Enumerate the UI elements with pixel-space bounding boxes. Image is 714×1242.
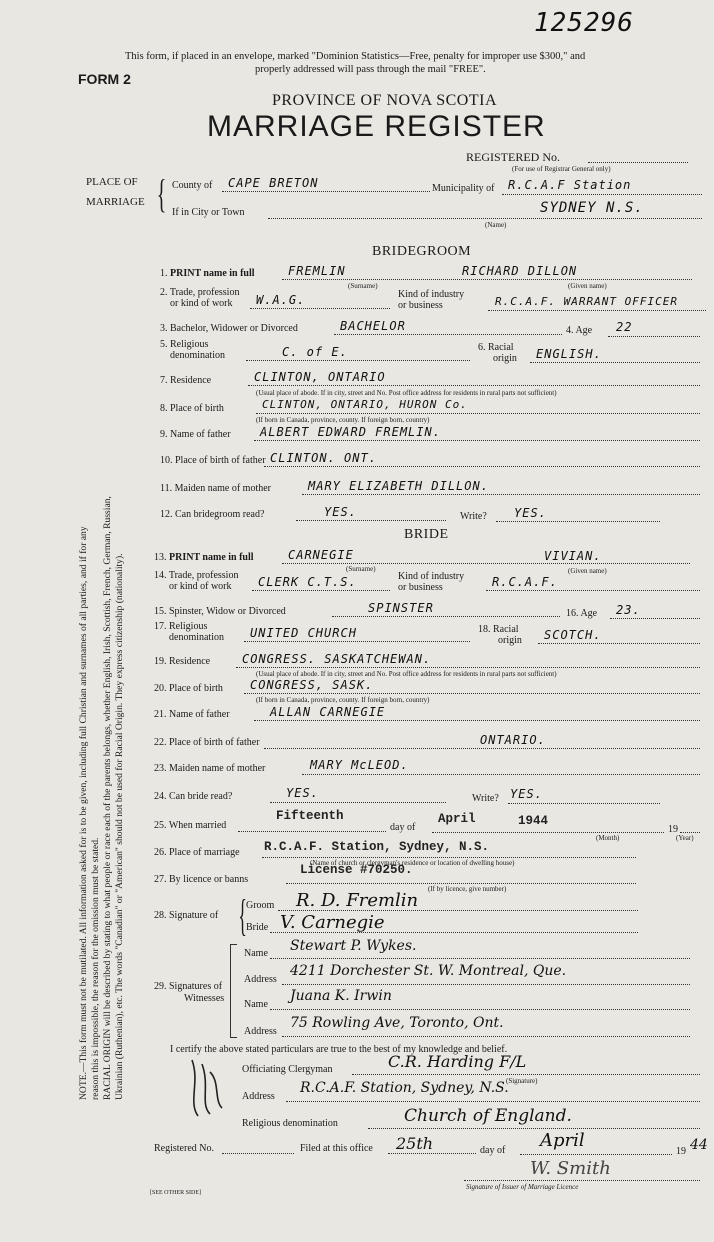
groom-write-label: Write? (460, 511, 487, 522)
filed-year: 44 (690, 1137, 708, 1153)
groom-status: BACHELOR (340, 319, 406, 333)
where-label: 26. Place of marriage (154, 847, 240, 858)
bride-age-label: 16. Age (566, 608, 598, 619)
marriage-day: Fifteenth (276, 809, 344, 823)
marriage-month: April (438, 812, 476, 826)
filed-month: April (540, 1130, 585, 1151)
issuer-signature: W. Smith (530, 1158, 611, 1179)
groom-name-label: 1. PRINT name in full (160, 268, 255, 279)
city-name-note: (Name) (485, 221, 507, 229)
side-note: NOTE.—This form must not be mutilated. All information asked for is to be given, including full Christian and surnames of all parties, and if for any reason this is impossible, the reason for the omission must be stated. RACIAL ORIGIN will be described by stating to what people or race each of the parents belongs, whether English, Irish, Scottish, French, German, Russian, Ukrainian (Ruthenian), etc. The words "Canadian" or "American" should not be used for Racial Origin. They express citizenship (nationality). (78, 496, 125, 1100)
bride-mother-label: 23. Maiden name of mother (154, 763, 266, 774)
groom-religion: C. of E. (282, 345, 348, 359)
registered-label: REGISTERED No. (466, 150, 560, 164)
groom-industry: R.C.A.F. WARRANT OFFICER (495, 295, 678, 308)
filed-day: 25th (396, 1134, 434, 1153)
bride-origin: SCOTCH. (544, 628, 602, 642)
mail-note-line-2: properly addressed will pass through the mail "FREE". (255, 64, 486, 75)
bride-surname: CARNEGIE (288, 548, 354, 562)
witness-2-name: Juana K. Irwin (290, 988, 392, 1004)
groom-age-label: 4. Age (566, 325, 593, 336)
page-title: MARRIAGE REGISTER (207, 110, 546, 143)
groom-industry-label: Kind of industry or business (398, 289, 465, 311)
bride-status-label: 15. Spinster, Widow or Divorced (154, 606, 286, 617)
licence-label: 27. By licence or banns (154, 874, 249, 885)
groom-father: ALBERT EDWARD FREMLIN. (260, 425, 441, 439)
witness-2-address: 75 Rowling Ave, Toronto, Ont. (290, 1015, 504, 1031)
bride-origin-label: 18. Racial origin (478, 624, 522, 646)
bride-father-label: 21. Name of father (154, 709, 230, 720)
bride-industry-label: Kind of industry or business (398, 571, 465, 593)
signature-label: 28. Signature of (154, 910, 219, 921)
issuer-note: Signature of Issuer of Marriage Licence (466, 1183, 579, 1191)
clergy-address-label: Address (242, 1091, 275, 1102)
groom-father-label: 9. Name of father (160, 429, 231, 440)
groom-given-name: RICHARD DILLON (462, 264, 578, 278)
groom-signature: R. D. Fremlin (296, 890, 419, 911)
bridegroom-heading: BRIDEGROOM (372, 244, 472, 259)
form-number: FORM 2 (78, 71, 131, 87)
groom-birthplace: CLINTON, ONTARIO, HURON Co. (262, 398, 468, 411)
groom-read-label: 12. Can bridegroom read? (160, 509, 265, 520)
bride-birthplace-label: 20. Place of birth (154, 683, 223, 694)
groom-mother-label: 11. Maiden name of mother (160, 483, 271, 494)
municipality-value: R.C.A.F Station (508, 178, 632, 192)
municipality-label: Municipality of (432, 183, 495, 194)
mail-note-line-1: This form, if placed in an envelope, marked "Dominion Statistics—Free, penalty for improper use $300," and (125, 51, 586, 62)
groom-father-birth-label: 10. Place of birth of father (160, 455, 266, 466)
groom-religion-label: 5. Religious denomination (160, 339, 225, 361)
place-label-2: MARRIAGE (86, 196, 145, 208)
groom-birthplace-label: 8. Place of birth (160, 403, 224, 414)
bride-religion: UNITED CHURCH (250, 626, 357, 640)
city-label: If in City or Town (172, 207, 245, 218)
clergy-signature: C.R. Harding F/L (388, 1052, 527, 1071)
archive-number: 125296 (534, 8, 634, 38)
groom-status-label: 3. Bachelor, Widower or Divorced (160, 323, 298, 334)
when-label: 25. When married (154, 820, 227, 831)
bride-birthplace: CONGRESS, SASK. (250, 678, 374, 692)
bride-read: YES. (286, 786, 319, 800)
groom-read: YES. (324, 505, 357, 519)
bride-write-label: Write? (472, 793, 499, 804)
bride-name-label: 13. PRINT name in full (154, 552, 254, 563)
place-label-1: PLACE OF (86, 176, 138, 188)
groom-origin-label: 6. Racial origin (478, 342, 517, 364)
groom-trade: W.A.G. (256, 293, 306, 307)
clergy-address: R.C.A.F. Station, Sydney, N.S. (300, 1080, 509, 1096)
groom-trade-label: 2. Trade, profession or kind of work (160, 287, 240, 309)
bride-father: ALLAN CARNEGIE (270, 705, 386, 719)
bride-status: SPINSTER (368, 601, 434, 615)
licence-number: License #70250. (300, 863, 413, 877)
bride-trade-label: 14. Trade, profession or kind of work (154, 570, 239, 592)
filed-label: Filed at this office (300, 1143, 373, 1154)
county-label: County of (172, 180, 213, 191)
groom-origin: ENGLISH. (536, 347, 602, 361)
bride-industry: R.C.A.F. (492, 575, 558, 589)
marriage-year: 1944 (518, 814, 549, 828)
registered-no-label: Registered No. (154, 1143, 214, 1154)
clergy-denomination: Church of England. (404, 1106, 572, 1126)
clergy-label: Officiating Clergyman (242, 1064, 333, 1075)
witness-1-name: Stewart P. Wykes. (290, 938, 417, 954)
witness-label: 29. Signatures of Witnesses (154, 981, 225, 1004)
groom-mother: MARY ELIZABETH DILLON. (308, 479, 489, 493)
pen-scribble-mark (180, 1052, 230, 1122)
bride-religion-label: 17. Religious denomination (154, 621, 224, 643)
bride-trade: CLERK C.T.S. (258, 575, 357, 589)
groom-surname: FREMLIN (288, 264, 346, 278)
bride-write: YES. (510, 787, 543, 801)
registrar-note: (For use of Registrar General only) (512, 165, 611, 173)
groom-residence-label: 7. Residence (160, 375, 212, 386)
groom-write: YES. (514, 506, 547, 520)
county-value: CAPE BRETON (228, 176, 319, 190)
certification-statement: I certify the above stated particulars are true to the best of my knowledge and belief. (170, 1044, 508, 1055)
bride-age: 23. (616, 603, 641, 617)
bride-given-name: VIVIAN. (544, 549, 602, 563)
bride-residence: CONGRESS. SASKATCHEWAN. (242, 652, 432, 666)
bride-signature: V. Carnegie (280, 912, 385, 933)
marriage-place: R.C.A.F. Station, Sydney, N.S. (264, 840, 490, 854)
city-value: SYDNEY N.S. (540, 200, 644, 216)
see-other-side: [SEE OTHER SIDE] (150, 1190, 201, 1196)
groom-father-birth: CLINTON. ONT. (270, 451, 377, 465)
bride-father-birth-label: 22. Place of birth of father (154, 737, 260, 748)
bride-read-label: 24. Can bride read? (154, 791, 233, 802)
groom-residence: CLINTON, ONTARIO (254, 370, 386, 384)
denomination-label: Religious denomination (242, 1118, 338, 1129)
bride-residence-label: 19. Residence (154, 656, 211, 667)
bride-father-birth: ONTARIO. (480, 733, 546, 747)
bride-heading: BRIDE (404, 527, 449, 542)
witness-1-address: 4211 Dorchester St. W. Montreal, Que. (290, 963, 567, 979)
province-heading: PROVINCE OF NOVA SCOTIA (272, 92, 498, 109)
bride-mother: MARY McLEOD. (310, 758, 409, 772)
place-brace: { (156, 171, 167, 216)
groom-age: 22 (616, 320, 633, 334)
